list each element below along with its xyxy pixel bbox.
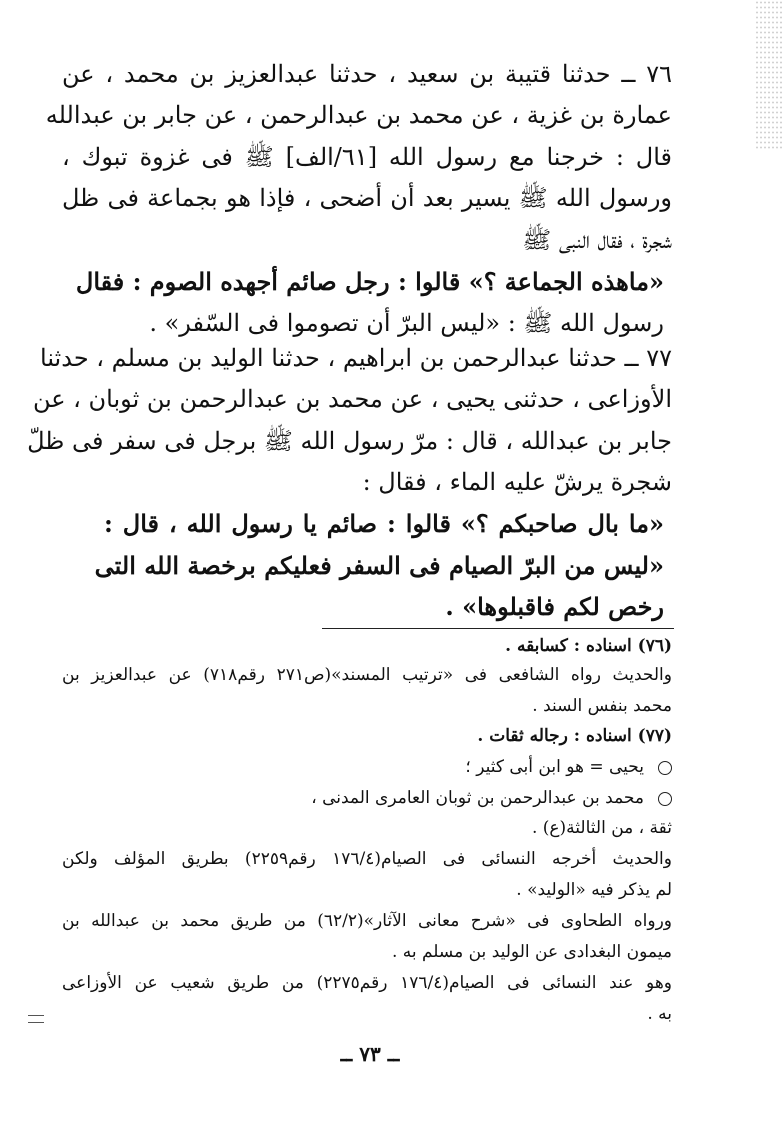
- footnote-divider: [322, 628, 674, 629]
- footnote-bullet-item: [62, 759, 672, 776]
- footnotes: [62, 638, 672, 1038]
- margin-mark: [28, 1015, 44, 1023]
- footnote-line: ورواه الطحاوى فى «شرح معانى الآثار»(٦٢/٢) من طريق محمد بن عبدالله بن: [62, 911, 672, 931]
- text-line: شجرة يرشّ عليه الماء ، فقال :: [362, 468, 672, 496]
- footnote-line: لم يذكر فيه «الوليد» .: [516, 880, 672, 900]
- text-line: الأوزاعى ، حدثنى يحيى ، عن محمد بن عبدالرحمن بن ثوبان ، عن: [32, 385, 672, 413]
- footnote-text: يحيى = هو ابن أبى كثير ؛: [465, 757, 644, 777]
- hadith-77: [27, 344, 672, 626]
- text-line: ٧٧ ــ حدثنا عبدالرحمن بن ابراهيم ، حدثنا الوليد بن مسلم ، حدثنا: [40, 344, 672, 372]
- footnote-line: ميمون البغدادى عن الوليد بن مسلم به .: [391, 942, 672, 962]
- text-line: شجرة ، فقال النبى ﷺ: [522, 226, 672, 254]
- text-line: ورسول الله ﷺ يسير بعد أن أضحى ، فإذا هو بجماعة فى ظل: [62, 184, 672, 212]
- footnote-line: (٧٧) اسناده : رجاله ثقات .: [477, 726, 672, 746]
- quote-line: «ماهذه الجماعة ؟» قالوا : رجل صائم أجهده الصوم : فقال: [75, 267, 664, 296]
- footnote-line: والحديث رواه الشافعى فى «ترتيب المسند»(ص٢٧١ رقم٧١٨) عن عبدالعزيز بن: [62, 665, 672, 685]
- footnote-line: وهو عند النسائى فى الصيام(١٧٦/٤ رقم٢٢٧٥) من طريق شعيب عن الأوزاعى: [62, 973, 672, 993]
- footnote-line: محمد بنفس السند .: [532, 696, 672, 716]
- quote-line: رسول الله ﷺ : «ليس البرّ أن تصوموا فى السّفر» .: [149, 309, 664, 337]
- circle-bullet-icon: [658, 792, 672, 806]
- quote-line: «ما بال صاحبكم ؟» قالوا : صائم يا رسول الله ، قال :: [104, 509, 664, 538]
- text-line: جابر بن عبدالله ، قال : مرّ رسول الله ﷺ برجل فى سفر فى ظلّ: [27, 427, 672, 455]
- footnote-line: ثقة ، من الثالثة(ع) .: [531, 818, 672, 838]
- footnote-line: (٧٦) اسناده : كسابقه .: [505, 636, 672, 656]
- quote-line: «ليس من البرّ الصيام فى السفر فعليكم برخصة الله التى: [94, 551, 664, 580]
- circle-bullet-icon: [658, 761, 672, 775]
- hadith-76: [45, 60, 672, 342]
- text-line: عمارة بن غزية ، عن محمد بن عبدالرحمن ، عن جابر بن عبدالله: [45, 101, 672, 129]
- text-line: ٧٦ ــ حدثنا قتيبة بن سعيد ، حدثنا عبدالعزيز بن محمد ، عن: [62, 60, 672, 88]
- footnote-line: به .: [647, 1004, 672, 1024]
- quote-line: رخص لكم فاقبلوها» .: [445, 592, 664, 621]
- footnote-text: محمد بن عبدالرحمن بن ثوبان العامرى المدنى ،: [311, 788, 644, 808]
- footnote-bullet-item: [62, 790, 672, 807]
- footnote-line: والحديث أخرجه النسائى فى الصيام(١٧٦/٤ رقم٢٢٥٩) بطريق المؤلف ولكن: [62, 849, 672, 869]
- page-number: ــ ٧٣ ــ: [340, 1042, 400, 1066]
- text-line: قال : خرجنا مع رسول الله [٦١/الف] ﷺ فى غزوة تبوك ،: [62, 143, 672, 171]
- scan-edge-noise: [755, 0, 783, 150]
